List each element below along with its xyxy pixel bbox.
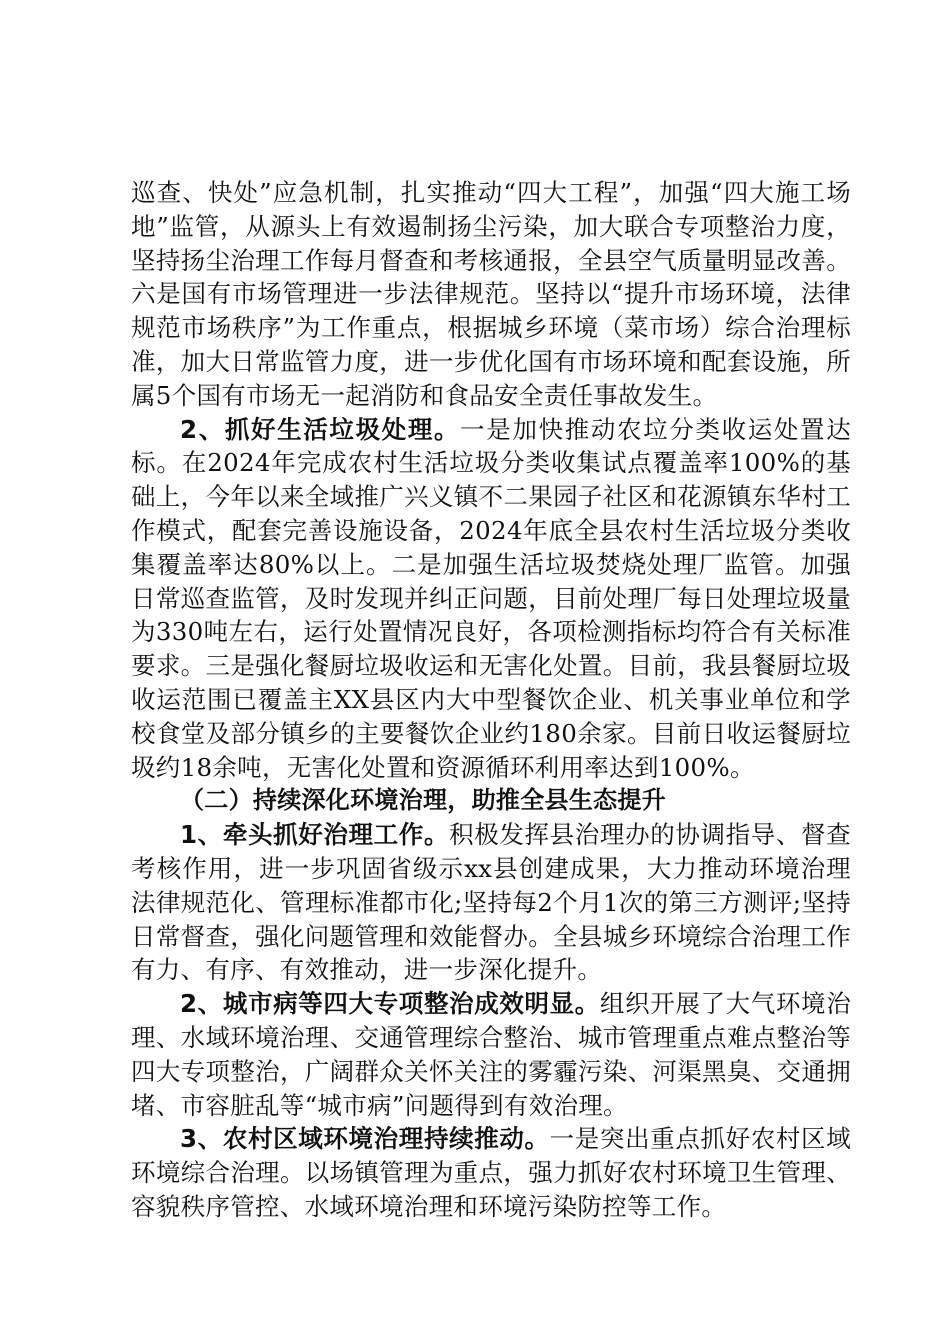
paragraph-lead-title: 2、城市病等四大专项整治成效明显。 bbox=[180, 989, 600, 1019]
paragraph-lead-title: 3、农村区域环境治理持续推动。 bbox=[180, 1124, 550, 1154]
paragraph-air-and-market bbox=[131, 176, 851, 413]
section-heading: （二）持续深化环境治理，助推全县生态提升 bbox=[180, 786, 666, 815]
paragraph-rural-environment bbox=[131, 1122, 851, 1223]
paragraph-text: 一是加快推动农垃分类收运处置达标。在2024年完成农村生活垃圾分类收集试点覆盖率100%的基础上，今年以来全域推广兴义镇不二果园子社区和花源镇东华村工作模式，配套完善设施设备，2024年底全县农村生活垃圾分类收集覆盖率达80%以上。二是加强生活垃圾焚烧处理厂监管。加强日常巡查监管，及时发现并纠正问题，目前处理厂每日处理垃圾量为330吨左右，运行处置情况良好，各项检测指标均符合有关标准要求。三是强化餐厨垃圾收运和无害化处置。目前，我县餐厨垃圾收运范围已覆盖主XX县区内大中型餐饮企业、机关事业单位和学校食堂及部分镇乡的主要餐饮企业约180余家。目前日收运餐厨垃圾约18余吨，无害化处置和资源循环利用率达到100%。 bbox=[131, 414, 851, 782]
paragraph-lead-title: 1、牵头抓好治理工作。 bbox=[180, 820, 450, 850]
paragraph-lead-title: 2、抓好生活垃圾处理。 bbox=[180, 414, 461, 444]
paragraph-garbage-processing bbox=[131, 413, 851, 785]
paragraph-text: 组织开展了大气环境治理、水域环境治理、交通管理综合整治、城市管理重点难点整治等四大专项整治，广阔群众关怀关注的雾霾污染、河渠黑臭、交通拥堵、市容脏乱等“城市病”问题得到有效治理。 bbox=[131, 989, 851, 1120]
paragraph-text: 巡查、快处”应急机制，扎实推动“四大工程”，加强“四大施工场地”监管，从源头上有效遏制扬尘污染，加大联合专项整治力度，坚持扬尘治理工作每月督查和考核通报，全县空气质量明显改善。六是国有市场管理进一步法律规范。坚持以“提升市场环境，法律规范市场秩序”为工作重点，根据城乡环境（菜市场）综合治理标准，加大日常监管力度，进一步优化国有市场环境和配套设施，所属5个国有市场无一起消防和食品安全责任事故发生。 bbox=[131, 178, 851, 410]
paragraph-governance-work bbox=[131, 818, 851, 987]
paragraph-text: 一是突出重点抓好农村区域环境综合治理。以场镇管理为重点，强力抓好农村环境卫生管理、容貌秩序管控、水域环境治理和环境污染防控等工作。 bbox=[131, 1124, 851, 1221]
paragraph-special-rectification bbox=[131, 987, 851, 1122]
document-body bbox=[131, 176, 851, 1224]
paragraph-text: 积极发挥县治理办的协调指导、督查考核作用，进一步巩固省级示xx县创建成果，大力推动环境治理法律规范化、管理标准都市化;坚持每2个月1次的第三方测评;坚持日常督查，强化问题管理和效能督办。全县城乡环境综合治理工作有力、有序、有效推动，进一步深化提升。 bbox=[131, 820, 851, 985]
